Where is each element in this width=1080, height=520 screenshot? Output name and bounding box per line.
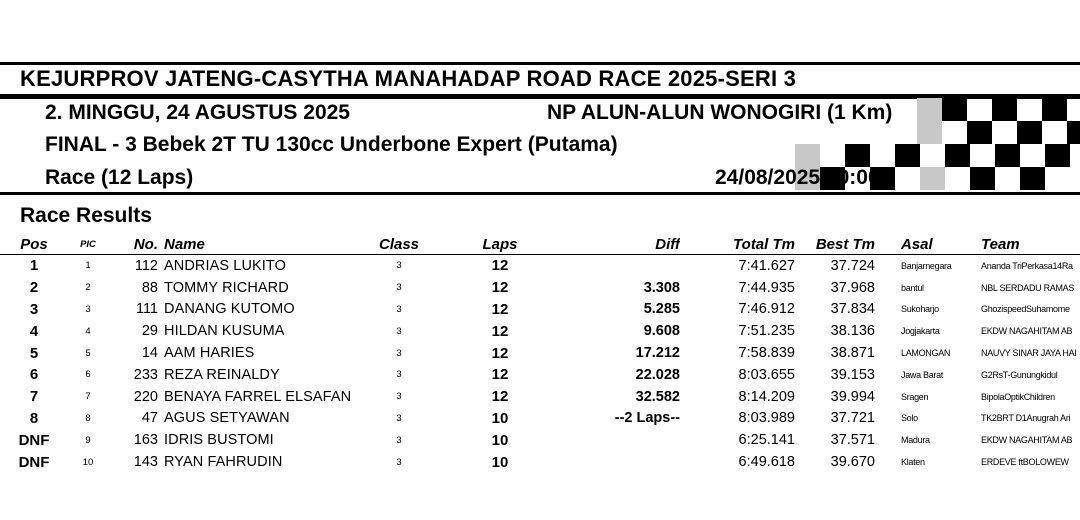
asal-cell: Jawa Barat	[901, 369, 944, 380]
number-cell: 47	[141, 410, 158, 427]
laps-cell: 10	[491, 409, 509, 427]
class-cell: 3	[396, 391, 402, 403]
col-best: Best Tm	[815, 235, 875, 253]
number-cell: 143	[133, 454, 158, 471]
final-line: FINAL - 3 Bebek 2T TU 130cc Underbone Expert (Putama)	[45, 133, 618, 156]
table-header-row	[0, 234, 1080, 255]
best-time-cell: 37.968	[830, 279, 875, 296]
number-cell: 220	[133, 388, 158, 405]
table-row	[0, 429, 1080, 451]
asal-cell: Sragen	[901, 391, 929, 402]
class-cell: 3	[396, 325, 402, 337]
number-cell: 163	[133, 432, 158, 449]
total-time-cell: 8:03.989	[738, 410, 795, 427]
pic-cell: 8	[85, 412, 91, 424]
col-total: Total Tm	[733, 235, 795, 253]
race-datetime: 24/08/2025 10:00	[715, 166, 880, 189]
table-row	[0, 255, 1080, 277]
number-cell: 233	[133, 366, 158, 383]
pic-cell: 2	[85, 282, 91, 294]
pos-cell: 1	[29, 257, 39, 275]
table-row	[0, 451, 1080, 473]
best-time-cell: 37.721	[830, 410, 875, 427]
team-cell: NAUVY SINAR JAYA HAI	[981, 348, 1077, 359]
table-row	[0, 320, 1080, 342]
laps-cell: 12	[491, 344, 509, 362]
results-table	[0, 234, 1080, 473]
name-cell: IDRIS BUSTOMI	[164, 432, 274, 449]
name-cell: REZA REINALDY	[164, 366, 280, 383]
best-time-cell: 38.136	[830, 323, 875, 340]
diff-cell	[560, 255, 680, 277]
class-cell: 3	[396, 434, 402, 446]
class-cell: 3	[396, 347, 402, 359]
laps-cell: 12	[491, 257, 509, 275]
laps-cell: 12	[491, 388, 509, 406]
diff-cell: --2 Laps--	[614, 410, 680, 427]
asal-cell: Klaten	[901, 457, 925, 468]
pos-cell: 3	[29, 300, 39, 318]
pos-cell: DNF	[18, 453, 50, 471]
pos-cell: 8	[29, 409, 39, 427]
asal-cell: Banjarnegara	[901, 260, 952, 271]
top-rule-thick	[0, 62, 1080, 65]
col-laps: Laps	[482, 235, 518, 253]
section-title: Race Results	[20, 204, 152, 227]
team-cell: G2RsT-Gunungkidul	[981, 369, 1058, 380]
best-time-cell: 38.871	[830, 345, 875, 362]
class-cell: 3	[396, 303, 402, 315]
team-cell: Ananda TriPerkasa14Ra	[981, 260, 1073, 271]
number-cell: 29	[141, 323, 158, 340]
team-cell: GhozispeedSuhamome	[981, 304, 1070, 315]
total-time-cell: 6:49.618	[738, 454, 795, 471]
name-cell: BENAYA FARREL ELSAFAN	[164, 388, 352, 405]
best-time-cell: 37.834	[830, 301, 875, 318]
col-team: Team	[981, 235, 1020, 253]
diff-cell: 22.028	[635, 366, 680, 383]
col-diff: Diff	[655, 235, 680, 253]
asal-cell: Jogjakarta	[901, 326, 940, 337]
col-no: No.	[133, 235, 158, 253]
total-time-cell: 7:51.235	[738, 323, 795, 340]
date-line: 2. MINGGU, 24 AGUSTUS 2025	[45, 101, 350, 124]
asal-cell: Madura	[901, 435, 930, 446]
name-cell: AAM HARIES	[164, 345, 255, 362]
diff-cell	[560, 451, 680, 473]
pic-cell: 3	[85, 303, 91, 315]
pic-cell: 5	[85, 347, 91, 359]
asal-cell: bantul	[901, 282, 924, 293]
name-cell: TOMMY RICHARD	[164, 279, 289, 296]
total-time-cell: 7:46.912	[738, 301, 795, 318]
total-time-cell: 7:41.627	[738, 257, 795, 274]
best-time-cell: 39.153	[830, 366, 875, 383]
table-row	[0, 342, 1080, 364]
total-time-cell: 8:14.209	[738, 388, 795, 405]
pic-cell: 7	[85, 391, 91, 403]
table-row	[0, 299, 1080, 321]
col-pos: Pos	[20, 235, 48, 253]
laps-cell: 10	[491, 453, 509, 471]
laps-cell: 12	[491, 300, 509, 318]
event-title: KEJURPROV JATENG-CASYTHA MANAHADAP ROAD RACE 2025-SERI 3	[20, 66, 797, 91]
pos-cell: 4	[29, 322, 39, 340]
col-class: Class	[378, 235, 420, 253]
venue: NP ALUN-ALUN WONOGIRI (1 Km)	[547, 101, 893, 124]
class-cell: 3	[396, 456, 402, 468]
diff-cell: 3.308	[643, 279, 680, 296]
name-cell: ANDRIAS LUKITO	[164, 257, 286, 274]
class-cell: 3	[396, 369, 402, 381]
pic-cell: 10	[82, 456, 94, 468]
best-time-cell: 37.724	[830, 257, 875, 274]
best-time-cell: 39.670	[830, 454, 875, 471]
asal-cell: LAMONGAN	[901, 348, 951, 359]
table-row	[0, 277, 1080, 299]
table-row	[0, 386, 1080, 408]
team-cell: TK2BRT D1Anugrah Ari	[981, 413, 1071, 424]
team-cell: NBL SERDADU RAMAS	[981, 282, 1075, 293]
laps-cell: 12	[491, 279, 509, 297]
diff-cell: 32.582	[635, 388, 680, 405]
laps-cell: 10	[491, 431, 509, 449]
pic-cell: 9	[85, 434, 91, 446]
asal-cell: Solo	[901, 413, 918, 424]
race-line: Race (12 Laps)	[45, 166, 194, 189]
class-cell: 3	[396, 282, 402, 294]
pos-cell: 2	[29, 279, 39, 297]
table-row	[0, 408, 1080, 430]
total-time-cell: 7:44.935	[738, 279, 795, 296]
pos-cell: 5	[29, 344, 39, 362]
laps-cell: 12	[491, 322, 509, 340]
diff-cell	[560, 429, 680, 451]
total-time-cell: 6:25.141	[738, 432, 795, 449]
team-cell: EKDW NAGAHITAM AB	[981, 326, 1073, 337]
best-time-cell: 39.994	[830, 388, 875, 405]
team-cell: BipolaOptikChildren	[981, 391, 1055, 402]
header-bottom-rule	[0, 192, 1080, 195]
col-name: Name	[164, 235, 205, 253]
name-cell: DANANG KUTOMO	[164, 301, 295, 318]
total-time-cell: 8:03.655	[738, 366, 795, 383]
laps-cell: 12	[491, 366, 509, 384]
total-time-cell: 7:58.839	[738, 345, 795, 362]
pos-cell: DNF	[18, 431, 50, 449]
number-cell: 112	[134, 257, 158, 274]
name-cell: AGUS SETYAWAN	[164, 410, 290, 427]
number-cell: 88	[141, 279, 158, 296]
col-asal: Asal	[901, 235, 933, 253]
col-pic: PIC	[80, 238, 96, 250]
diff-cell: 5.285	[643, 301, 680, 318]
pic-cell: 4	[85, 325, 91, 337]
class-cell: 3	[396, 412, 402, 424]
diff-cell: 9.608	[643, 323, 680, 340]
name-cell: HILDAN KUSUMA	[164, 323, 285, 340]
pic-cell: 6	[85, 369, 91, 381]
table-row	[0, 364, 1080, 386]
asal-cell: Sukoharjo	[901, 304, 939, 315]
pic-cell: 1	[85, 260, 91, 272]
class-cell: 3	[396, 260, 402, 272]
number-cell: 111	[135, 301, 158, 318]
team-cell: EKDW NAGAHITAM AB	[981, 435, 1073, 446]
team-cell: ERDEVE ftBOLOWEW	[981, 457, 1069, 468]
diff-cell: 17.212	[635, 345, 680, 362]
pos-cell: 7	[29, 388, 39, 406]
name-cell: RYAN FAHRUDIN	[164, 454, 283, 471]
best-time-cell: 37.571	[830, 432, 875, 449]
number-cell: 14	[141, 345, 158, 362]
pos-cell: 6	[29, 366, 39, 384]
